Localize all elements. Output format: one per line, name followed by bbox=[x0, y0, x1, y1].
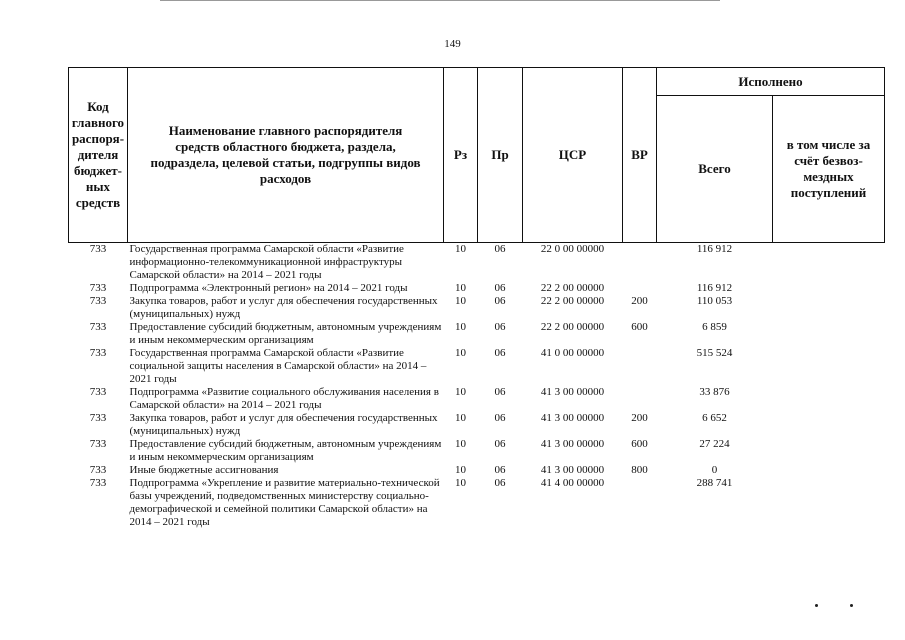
row-rz: 10 bbox=[455, 282, 466, 294]
row-csr: 41 4 00 00000 bbox=[540, 477, 605, 489]
row-vr: 600 bbox=[631, 321, 648, 333]
row-name: Подпрограмма «Укрепление и развитие материально-технической базы учреждений, подведомственных министерству социально-демографической и семейной политики Самарской области» на 2014 – 2021 годы bbox=[129, 477, 440, 528]
table-row bbox=[69, 321, 885, 347]
header-csr: ЦСР bbox=[523, 68, 623, 243]
table-row bbox=[69, 438, 885, 464]
header-pr: Пр bbox=[478, 68, 523, 243]
row-code: 733 bbox=[89, 295, 107, 307]
row-gratuitous bbox=[773, 243, 885, 283]
row-code: 733 bbox=[89, 321, 107, 333]
row-pr: 06 bbox=[494, 477, 506, 489]
table-header bbox=[69, 68, 885, 243]
row-csr: 22 2 00 00000 bbox=[540, 282, 605, 294]
header-vr: ВР bbox=[623, 68, 657, 243]
row-vr bbox=[623, 386, 657, 412]
row-csr: 41 3 00 00000 bbox=[540, 464, 605, 476]
row-pr: 06 bbox=[494, 464, 506, 476]
row-vr bbox=[623, 477, 657, 529]
page-number: 149 bbox=[444, 38, 461, 50]
table-body bbox=[69, 243, 885, 530]
row-pr: 06 bbox=[494, 282, 506, 294]
row-code: 733 bbox=[89, 464, 107, 476]
row-gratuitous bbox=[773, 386, 885, 412]
table-row bbox=[69, 386, 885, 412]
row-pr: 06 bbox=[494, 243, 506, 255]
row-total: 27 224 bbox=[699, 438, 730, 450]
row-csr: 22 2 00 00000 bbox=[540, 321, 605, 333]
row-code: 733 bbox=[89, 412, 107, 424]
table-row bbox=[69, 412, 885, 438]
row-vr bbox=[623, 347, 657, 386]
row-vr: 200 bbox=[631, 412, 648, 424]
row-pr: 06 bbox=[494, 438, 506, 450]
budget-table bbox=[68, 67, 885, 529]
row-name: Закупка товаров, работ и услуг для обеспечения государственных (муниципальных) нужд bbox=[129, 412, 438, 437]
row-name: Иные бюджетные ассигнования bbox=[129, 464, 279, 476]
table-row bbox=[69, 477, 885, 529]
row-vr: 800 bbox=[631, 464, 648, 476]
row-vr: 600 bbox=[631, 438, 648, 450]
row-total: 6 652 bbox=[702, 412, 727, 424]
row-pr: 06 bbox=[494, 386, 506, 398]
row-name: Предоставление субсидий бюджетным, автономным учреждениям и иным некоммерческим организациям bbox=[129, 438, 442, 463]
row-rz: 10 bbox=[455, 477, 466, 489]
header-gratuitous: в том числе за счёт безвоз-мездных поступлений bbox=[773, 96, 885, 243]
row-code: 733 bbox=[89, 477, 107, 489]
row-csr: 41 3 00 00000 bbox=[540, 438, 605, 450]
row-csr: 41 3 00 00000 bbox=[540, 386, 605, 398]
row-gratuitous bbox=[773, 295, 885, 321]
row-total: 110 053 bbox=[696, 295, 733, 307]
row-name: Подпрограмма «Электронный регион» на 2014 – 2021 годы bbox=[129, 282, 408, 294]
row-pr: 06 bbox=[494, 412, 506, 424]
row-rz: 10 bbox=[455, 386, 466, 398]
row-total: 33 876 bbox=[699, 386, 730, 398]
row-code: 733 bbox=[89, 386, 107, 398]
row-vr bbox=[623, 243, 657, 283]
row-name: Закупка товаров, работ и услуг для обеспечения государственных (муниципальных) нужд bbox=[129, 295, 438, 320]
row-total: 116 912 bbox=[696, 282, 733, 294]
row-rz: 10 bbox=[455, 295, 466, 307]
row-csr: 41 0 00 00000 bbox=[540, 347, 605, 359]
table-row bbox=[69, 243, 885, 283]
row-csr: 22 2 00 00000 bbox=[540, 295, 605, 307]
row-gratuitous bbox=[773, 477, 885, 529]
table-row bbox=[69, 295, 885, 321]
row-gratuitous bbox=[773, 438, 885, 464]
row-pr: 06 bbox=[494, 295, 506, 307]
scan-speck bbox=[815, 604, 818, 607]
row-total: 515 524 bbox=[696, 347, 733, 359]
header-executed: Исполнено bbox=[657, 68, 885, 96]
row-vr: 200 bbox=[631, 295, 648, 307]
row-gratuitous bbox=[773, 464, 885, 477]
row-gratuitous bbox=[773, 321, 885, 347]
row-code: 733 bbox=[89, 243, 107, 255]
row-rz: 10 bbox=[455, 321, 466, 333]
scan-edge-line bbox=[160, 0, 720, 1]
header-total: Всего bbox=[657, 96, 773, 243]
table-row bbox=[69, 464, 885, 477]
row-total: 116 912 bbox=[696, 243, 733, 255]
row-rz: 10 bbox=[455, 464, 466, 476]
row-code: 733 bbox=[89, 438, 107, 450]
table-row bbox=[69, 347, 885, 386]
row-csr: 22 0 00 00000 bbox=[540, 243, 605, 255]
row-total: 288 741 bbox=[696, 477, 733, 489]
row-rz: 10 bbox=[455, 438, 466, 450]
row-gratuitous bbox=[773, 282, 885, 295]
row-code: 733 bbox=[89, 347, 107, 359]
row-name: Предоставление субсидий бюджетным, автономным учреждениям и иным некоммерческим организациям bbox=[129, 321, 442, 346]
header-name: Наименование главного распорядителя средств областного бюджета, раздела, подраздела, целевой статьи, подгруппы видов расходов bbox=[128, 68, 444, 243]
row-code: 733 bbox=[89, 282, 107, 294]
header-rz: Рз bbox=[444, 68, 478, 243]
row-rz: 10 bbox=[455, 347, 466, 359]
row-pr: 06 bbox=[494, 347, 506, 359]
row-name: Государственная программа Самарской области «Развитие социальной защиты населения в Самарской области» на 2014 – 2021 годы bbox=[129, 347, 427, 385]
row-pr: 06 bbox=[494, 321, 506, 333]
header-code: Код главного распоря-дителя бюджет-ных средств bbox=[69, 68, 128, 243]
row-total: 6 859 bbox=[702, 321, 727, 333]
row-csr: 41 3 00 00000 bbox=[540, 412, 605, 424]
row-rz: 10 bbox=[455, 412, 466, 424]
row-rz: 10 bbox=[455, 243, 466, 255]
row-name: Государственная программа Самарской области «Развитие информационно-телекоммуникационной инфраструктуры Самарской области» на 2014 – 2021 годы bbox=[129, 243, 404, 281]
row-total: 0 bbox=[711, 464, 718, 476]
row-vr bbox=[623, 282, 657, 295]
row-gratuitous bbox=[773, 347, 885, 386]
scan-speck bbox=[850, 604, 853, 607]
table-row bbox=[69, 282, 885, 295]
row-name: Подпрограмма «Развитие социального обслуживания населения в Самарской области» на 2014 – 2021 годы bbox=[129, 386, 439, 411]
row-gratuitous bbox=[773, 412, 885, 438]
